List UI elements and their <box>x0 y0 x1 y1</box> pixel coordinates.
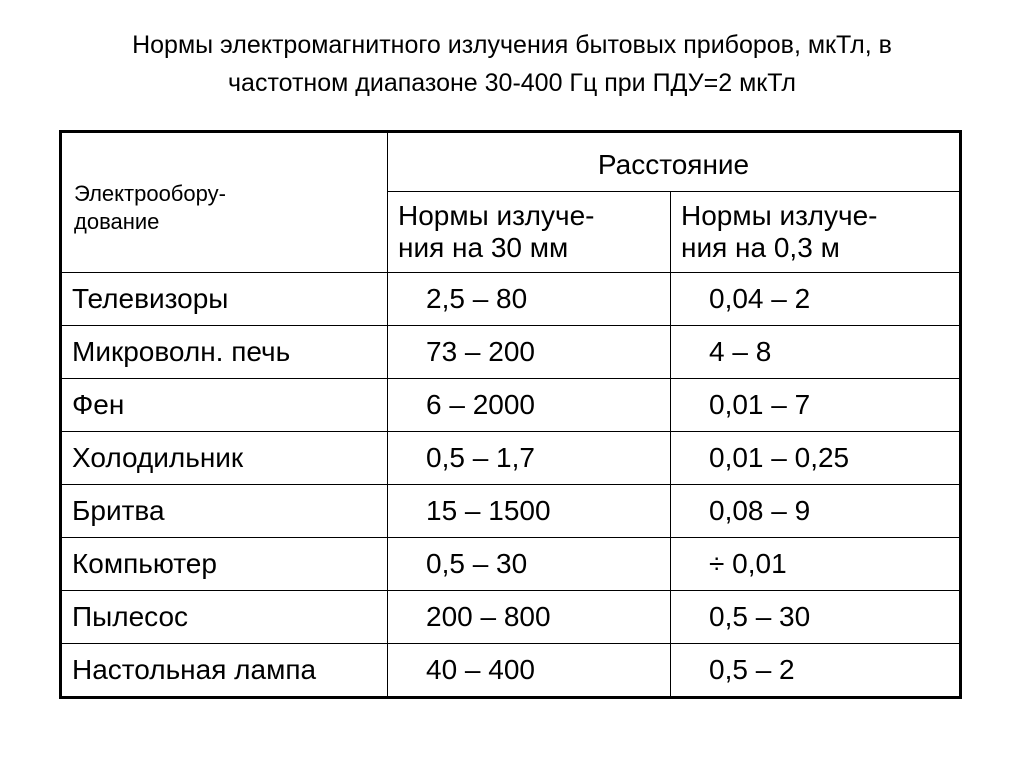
device-cell: Компьютер <box>61 538 388 591</box>
device-cell: Микроволн. печь <box>61 326 388 379</box>
table-row <box>61 432 961 485</box>
device-cell: Пылесос <box>61 591 388 644</box>
device-cell: Настольная лампа <box>61 644 388 698</box>
value-03m-cell: 0,01 – 0,25 <box>671 432 961 485</box>
value-30mm-cell: 73 – 200 <box>388 326 671 379</box>
header-row-top <box>61 132 961 192</box>
value-30mm-cell: 2,5 – 80 <box>388 273 671 326</box>
value-30mm-cell: 6 – 2000 <box>388 379 671 432</box>
value-30mm-cell: 0,5 – 30 <box>388 538 671 591</box>
value-30mm-cell: 0,5 – 1,7 <box>388 432 671 485</box>
value-03m-cell: ÷ 0,01 <box>671 538 961 591</box>
value-30mm-cell: 15 – 1500 <box>388 485 671 538</box>
value-03m-cell: 0,08 – 9 <box>671 485 961 538</box>
value-30mm-cell: 40 – 400 <box>388 644 671 698</box>
table-row <box>61 273 961 326</box>
slide-title: Нормы электромагнитного излучения бытовых приборов, мкТл, в частотном диапазоне 30-400 Гц при ПДУ=2 мкТл <box>132 31 892 97</box>
table-row <box>61 644 961 698</box>
table-row <box>61 379 961 432</box>
table-row <box>61 485 961 538</box>
table-row <box>61 591 961 644</box>
device-cell: Телевизоры <box>61 273 388 326</box>
value-03m-cell: 0,04 – 2 <box>671 273 961 326</box>
device-cell: Фен <box>61 379 388 432</box>
emission-norms-table <box>59 130 962 699</box>
device-cell: Холодильник <box>61 432 388 485</box>
value-03m-cell: 0,01 – 7 <box>671 379 961 432</box>
distance-header: Расстояние <box>388 132 961 192</box>
table-row <box>61 538 961 591</box>
value-03m-cell: 0,5 – 30 <box>671 591 961 644</box>
col-03m-header: Нормы излуче- ния на 0,3 м <box>671 192 961 273</box>
value-30mm-cell: 200 – 800 <box>388 591 671 644</box>
col-30mm-header: Нормы излуче- ния на 30 мм <box>388 192 671 273</box>
device-cell: Бритва <box>61 485 388 538</box>
table-row <box>61 326 961 379</box>
value-03m-cell: 4 – 8 <box>671 326 961 379</box>
equipment-header: Электрообору- дование <box>61 132 388 273</box>
value-03m-cell: 0,5 – 2 <box>671 644 961 698</box>
